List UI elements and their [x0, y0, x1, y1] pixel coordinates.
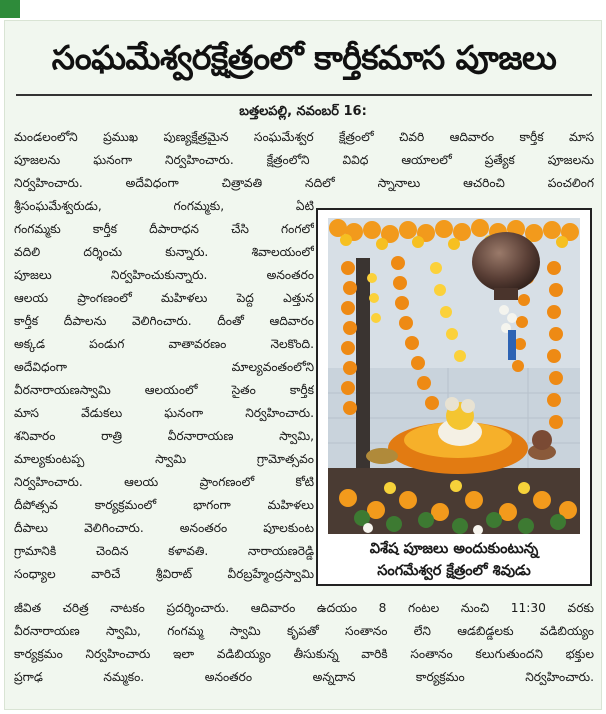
photo-caption-line: సంగమేశ్వర క్షేత్రంలో శివుడు: [377, 563, 531, 579]
body-line: నిర్వహించారు. అదేవిధంగా చిత్రావతి నదిలో స్నానాలు ఆచరించి పంచలింగ: [14, 176, 594, 190]
body-line: మండలంలోని ప్రముఖ పుణ్యక్షేత్రమైన సంఘమేశ్వర క్షేత్రంలో చివరి ఆదివారం కార్తీక మాస: [14, 130, 594, 144]
headline: సంఘమేశ్వరక్షేత్రంలో కార్తీకమాస పూజలు: [51, 38, 557, 77]
photo-caption-line: విశేష పూజలు అందుకుంటున్న: [369, 541, 539, 557]
top-color-strip: [0, 0, 20, 18]
body-line: కార్యక్రమం నిర్వహించారు ఇలా వడిబియ్యం తీసుకున్న వారికి సంతానం కలుగుతుందని భక్తుల: [14, 647, 594, 661]
body-line: జీవిత చరిత్ర నాటకం ప్రదర్శించారు. ఆదివారం ఉదయం 8 గంటల నుంచి 11:30 వరకు: [14, 601, 594, 615]
body-line: వదిలి దర్శించు కున్నారు. శివాలయంలో: [14, 245, 314, 259]
headline-rule: [16, 94, 592, 96]
body-line: పూజలు నిర్వహించుకున్నారు. అనంతరం: [14, 268, 314, 282]
body-line: మాల్యకుంటప్ప స్వామి గ్రామోత్సవం: [14, 452, 314, 466]
body-line: అక్కడ పండుగ వాతావరణం నెలకొంది.: [14, 337, 314, 351]
body-line: మాస వేడుకలు ఘనంగా నిర్వహించారు.: [14, 406, 314, 420]
body-line: దీపాలు వెలిగించారు. అనంతరం పూలకుంట: [14, 521, 314, 535]
body-line: ఆలయ ప్రాంగణంలో మహిళలు పెద్ద ఎత్తున: [14, 291, 314, 305]
body-line: నిర్వహించారు. ఆలయ ప్రాంగణంలో కోటి: [14, 475, 314, 489]
temple-photo-illustration: [328, 218, 580, 534]
body-line: అదేవిధంగా మాల్యవంతంలోని: [14, 360, 314, 374]
photo-box: [316, 208, 592, 586]
body-line: ప్రగాఢ నమ్మకం. అనంతరం అన్నదాన కార్యక్రమం నిర్వహించారు.: [14, 670, 594, 684]
body-line: కార్తీక దీపాలను వెలిగించారు. దీంతో ఆదివారం: [14, 314, 314, 328]
temple-photo: [328, 218, 580, 534]
body-line: వీరనారాయణస్వామి ఆలయంలో సైతం కార్తీక: [14, 383, 314, 397]
body-line: శ్రీసంఘమేశ్వరుడు, గంగమ్మకు, ఏటి: [14, 199, 314, 213]
body-line: పూజలను ఘనంగా నిర్వహించారు. క్షేత్రంలోని వివిధ ఆయాలలో ప్రత్యేక పూజలను: [14, 153, 594, 167]
dateline: బత్తలపల్లి, నవంబర్ 16:: [239, 104, 367, 119]
body-line: గ్రామానికి చెందిన కళావతి. నారాయణరెడ్డి: [14, 544, 314, 558]
body-line: గంగమ్మకు కార్తీక దీపారాధన చేసి గంగలో: [14, 222, 314, 236]
body-line: దీపోత్సవ కార్యక్రమంలో భాగంగా మహిళలు: [14, 498, 314, 512]
body-line: వీరనారాయణ స్వామి, గంగమ్మ స్వామి కృపతో సంతానం లేని ఆడబిడ్డలకు వడిబియ్యం: [14, 624, 594, 638]
body-line: శనివారం రాత్రి వీరనారాయణ స్వామి,: [14, 429, 314, 443]
body-line: సంధ్యాల వారిచే శ్రీవిరాట్ వీరబ్రహ్మేంద్రస్వామి: [14, 567, 314, 581]
